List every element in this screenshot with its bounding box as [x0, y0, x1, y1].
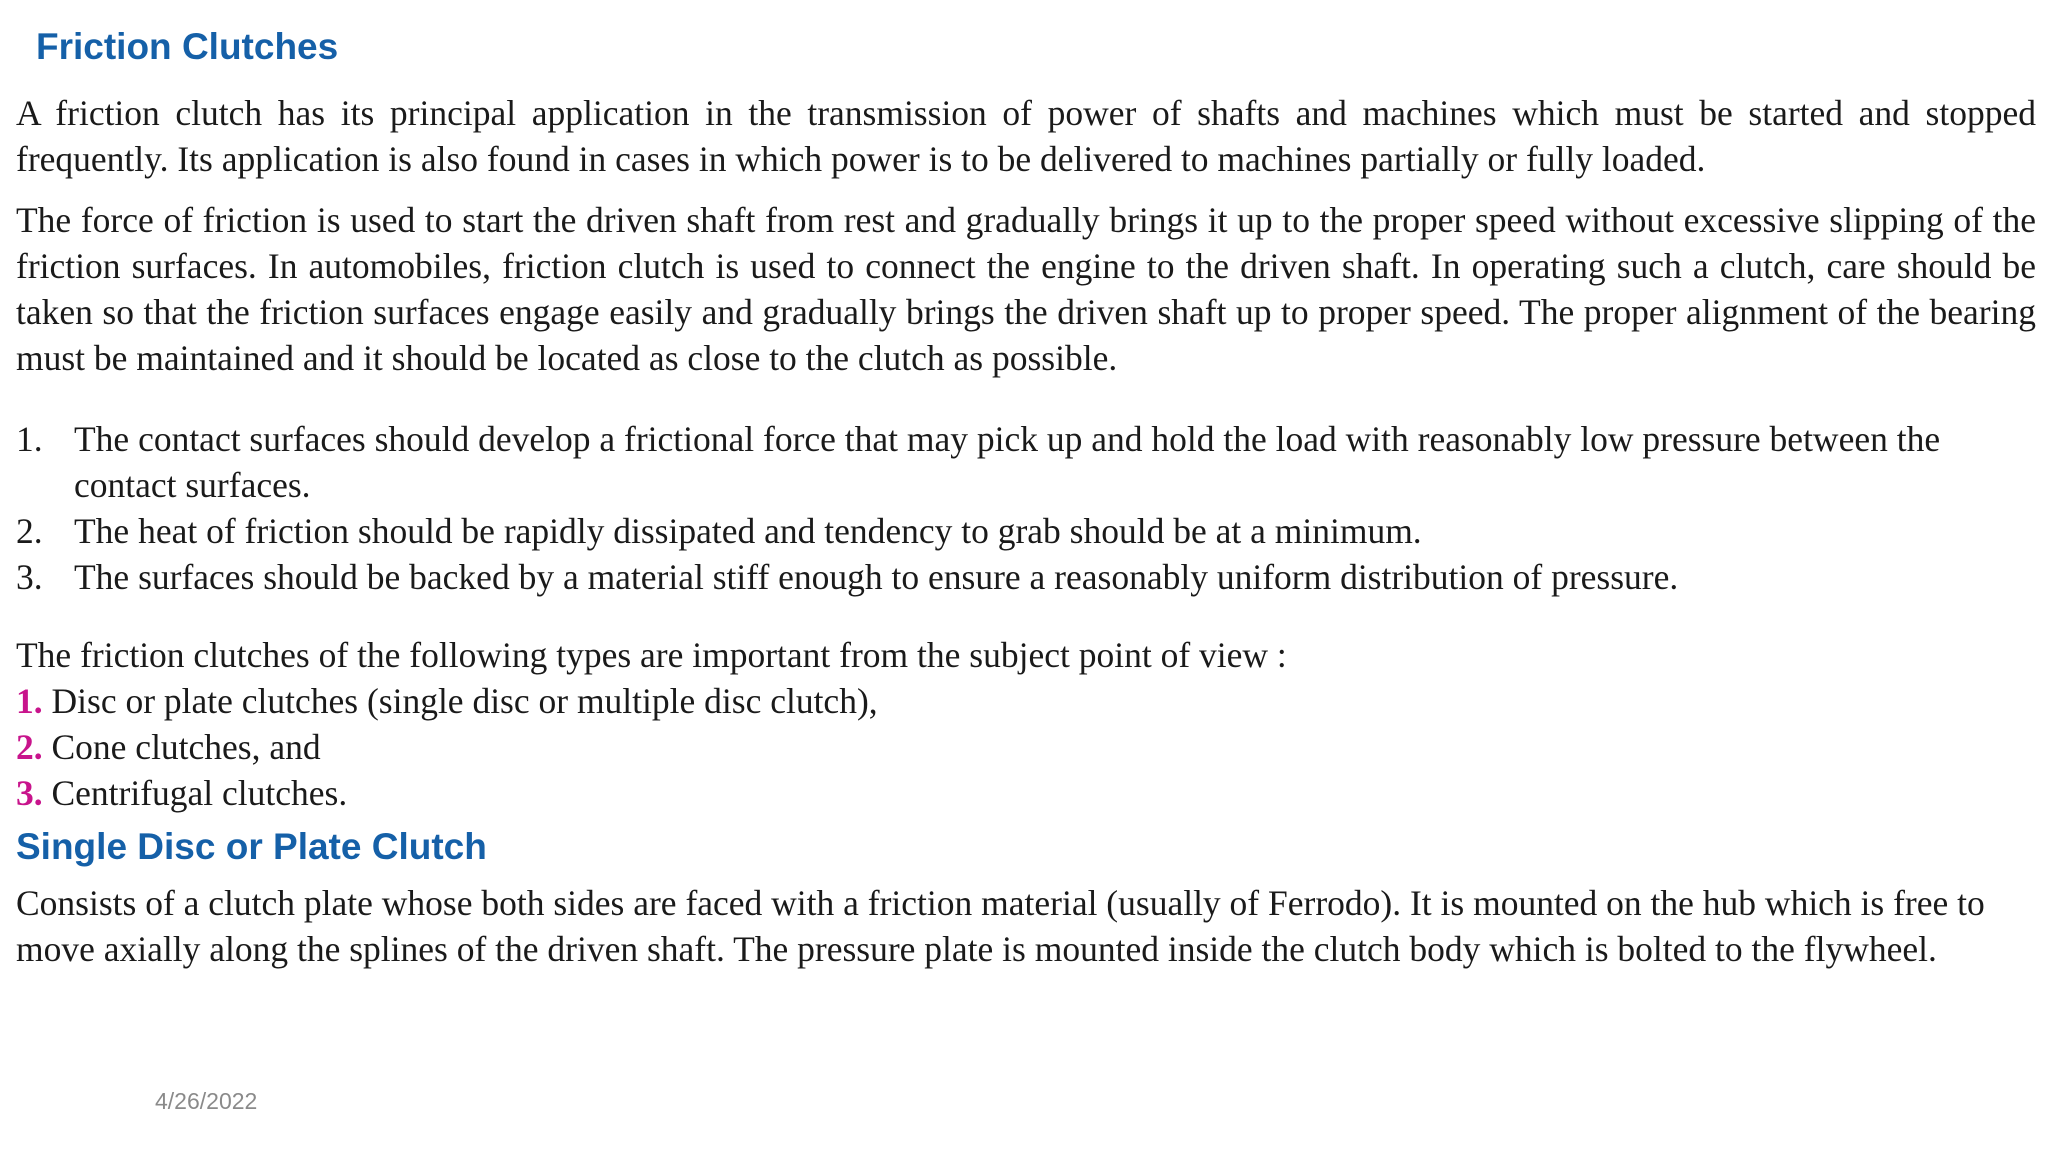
list-item-number: 3. [16, 557, 43, 597]
list-item-text: The surfaces should be backed by a material stiff enough to ensure a reasonably uniform distribution of pressure. [74, 557, 1679, 597]
friction-force-paragraph: The force of friction is used to start the driven shaft from rest and gradually brings it up to the proper speed without excessive slipping of the friction surfaces. In automobiles, friction clutch is used to connect the engine to the driven shaft. In operating such a clutch, care should be taken so that the friction surfaces engage easily and gradually brings the driven shaft up to proper speed. The proper alignment of the bearing must be maintained and it should be located as close to the clutch as possible. [16, 200, 2036, 378]
list-item [16, 416, 1996, 508]
list-item [16, 554, 1996, 600]
type-text: Cone clutches, and [42, 727, 321, 767]
clutch-types-list [16, 678, 878, 816]
list-item [16, 724, 878, 770]
requirements-list [16, 416, 1996, 600]
list-item [16, 770, 878, 816]
list-item [16, 508, 1996, 554]
footer-date: 4/26/2022 [155, 1088, 258, 1114]
list-item-text: The heat of friction should be rapidly dissipated and tendency to grab should be at a minimum. [74, 511, 1422, 551]
heading-single-disc-clutch: Single Disc or Plate Clutch [16, 826, 487, 867]
type-text: Centrifugal clutches. [42, 773, 348, 813]
single-disc-paragraph: Consists of a clutch plate whose both sides are faced with a friction material (usually of Ferrodo). It is mounted on the hub which is free to move axially along the splines of the driven shaft. The pressure plate is mounted inside the clutch body which is bolted to the flywheel. [16, 883, 1985, 969]
list-item-number: 2. [16, 511, 43, 551]
heading-friction-clutches: Friction Clutches [36, 26, 339, 67]
intro-paragraph: A friction clutch has its principal application in the transmission of power of shafts and machines which must be started and stopped frequently. Its application is also found in cases in which power is to be delivered to machines partially or fully loaded. [16, 93, 2036, 179]
list-item-number: 1. [16, 419, 43, 459]
types-intro: The friction clutches of the following types are important from the subject point of view : [16, 635, 1287, 675]
type-number: 2. [16, 727, 43, 767]
list-item [16, 678, 878, 724]
type-number: 1. [16, 681, 43, 721]
type-number: 3. [16, 773, 43, 813]
list-item-text: The contact surfaces should develop a frictional force that may pick up and hold the load with reasonably low pressure between the contact surfaces. [74, 419, 1941, 505]
type-text: Disc or plate clutches (single disc or multiple disc clutch), [42, 681, 878, 721]
